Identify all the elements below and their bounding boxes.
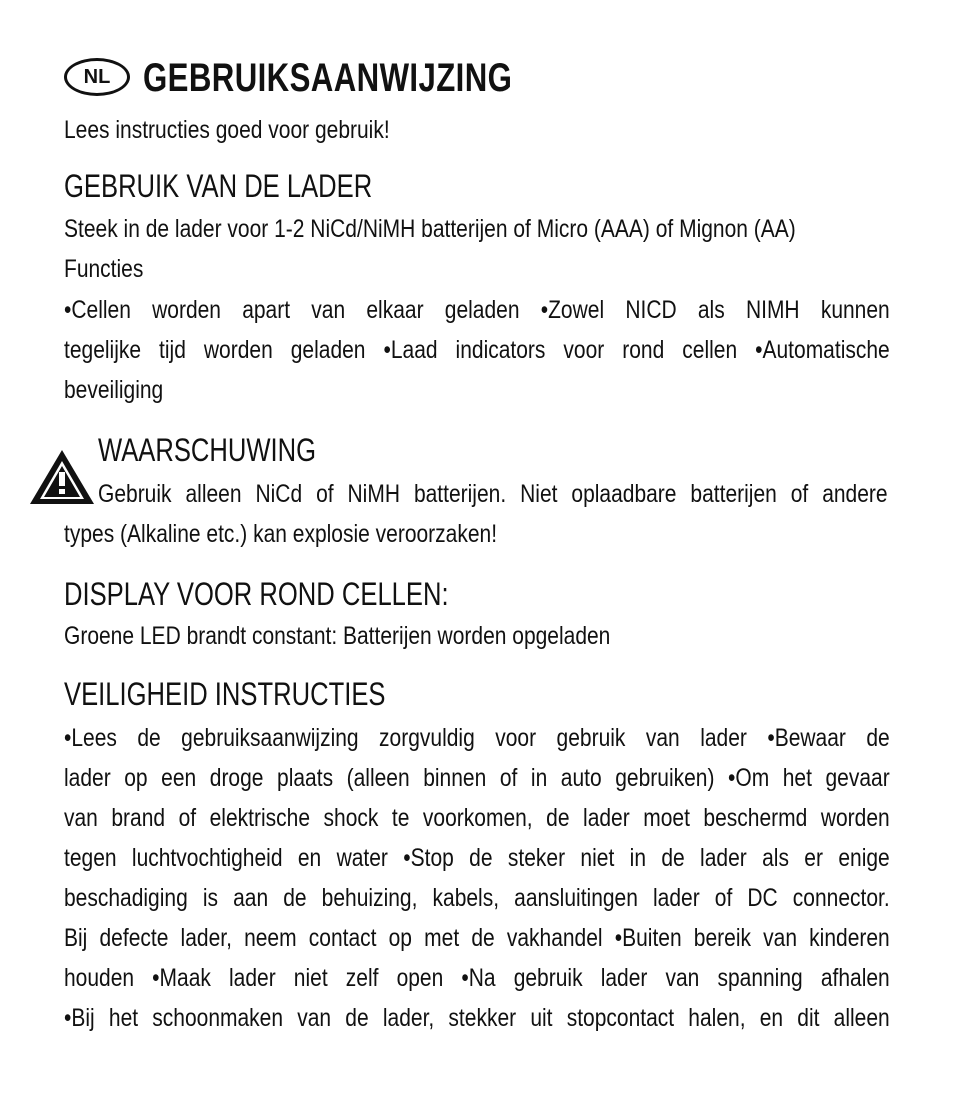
usage-intro: Steek in de lader voor 1-2 NiCd/NiMH batterijen of Micro (AAA) of Mignon (AA)	[64, 215, 796, 243]
warning-heading: WAARSCHUWING	[98, 432, 317, 468]
safety-line	[64, 718, 890, 758]
warning-line-2: types (Alkaline etc.) kan explosie veroorzaken!	[64, 520, 498, 548]
safety-line-text: •Lees de gebruiksaanwijzing zorgvuldig voor gebruik van lader •Bewaar de	[64, 724, 890, 752]
features-line-1	[64, 290, 890, 330]
page-subtitle: Lees instructies goed voor gebruik!	[64, 116, 390, 144]
safety-line	[64, 758, 890, 798]
features-line-1-text: •Cellen worden apart van elkaar geladen •Zowel NICD als NIMH kunnen	[64, 296, 890, 324]
features-line-2-text: tegelijke tijd worden geladen •Laad indicators voor rond cellen •Automatische	[64, 336, 890, 364]
safety-line	[64, 918, 890, 958]
features-line-2	[64, 330, 890, 370]
usage-heading: GEBRUIK VAN DE LADER	[64, 168, 373, 204]
language-badge	[64, 58, 130, 96]
safety-line-text: lader op een droge plaats (alleen binnen of in auto gebruiken) •Om het gevaar	[64, 764, 890, 792]
safety-line	[64, 878, 890, 918]
safety-line-text: Bij defecte lader, neem contact op met de vakhandel •Buiten bereik van kinderen	[64, 924, 890, 952]
language-badge-label: NL	[83, 65, 111, 88]
safety-line	[64, 998, 890, 1038]
safety-line	[64, 798, 890, 838]
safety-line-text: beschadiging is aan de behuizing, kabels, aansluitingen lader of DC connector.	[64, 884, 890, 912]
functions-label: Functies	[64, 255, 144, 283]
warning-triangle-icon	[28, 448, 96, 508]
display-line-1: Groene LED brandt constant: Batterijen worden opgeladen	[64, 622, 611, 650]
safety-line-text: van brand of elektrische shock te voorkomen, de lader moet beschermd worden	[64, 804, 890, 832]
page-title: GEBRUIKSAANWIJZING	[143, 56, 513, 100]
display-heading: DISPLAY VOOR ROND CELLEN:	[64, 576, 449, 612]
safety-line-text: •Bij het schoonmaken van de lader, stekker uit stopcontact halen, en dit alleen	[64, 1004, 890, 1032]
features-line-3: beveiliging	[64, 376, 164, 404]
safety-line-text: houden •Maak lader niet zelf open •Na gebruik lader van spanning afhalen	[64, 964, 890, 992]
safety-line-text: tegen luchtvochtigheid en water •Stop de steker niet in de lader als er enige	[64, 844, 890, 872]
safety-heading: VEILIGHEID INSTRUCTIES	[64, 676, 386, 712]
safety-line	[64, 958, 890, 998]
warning-line-1-text: Gebruik alleen NiCd of NiMH batterijen. Niet oplaadbare batterijen of andere	[98, 480, 888, 508]
warning-line-1	[98, 474, 888, 514]
safety-line	[64, 838, 890, 878]
